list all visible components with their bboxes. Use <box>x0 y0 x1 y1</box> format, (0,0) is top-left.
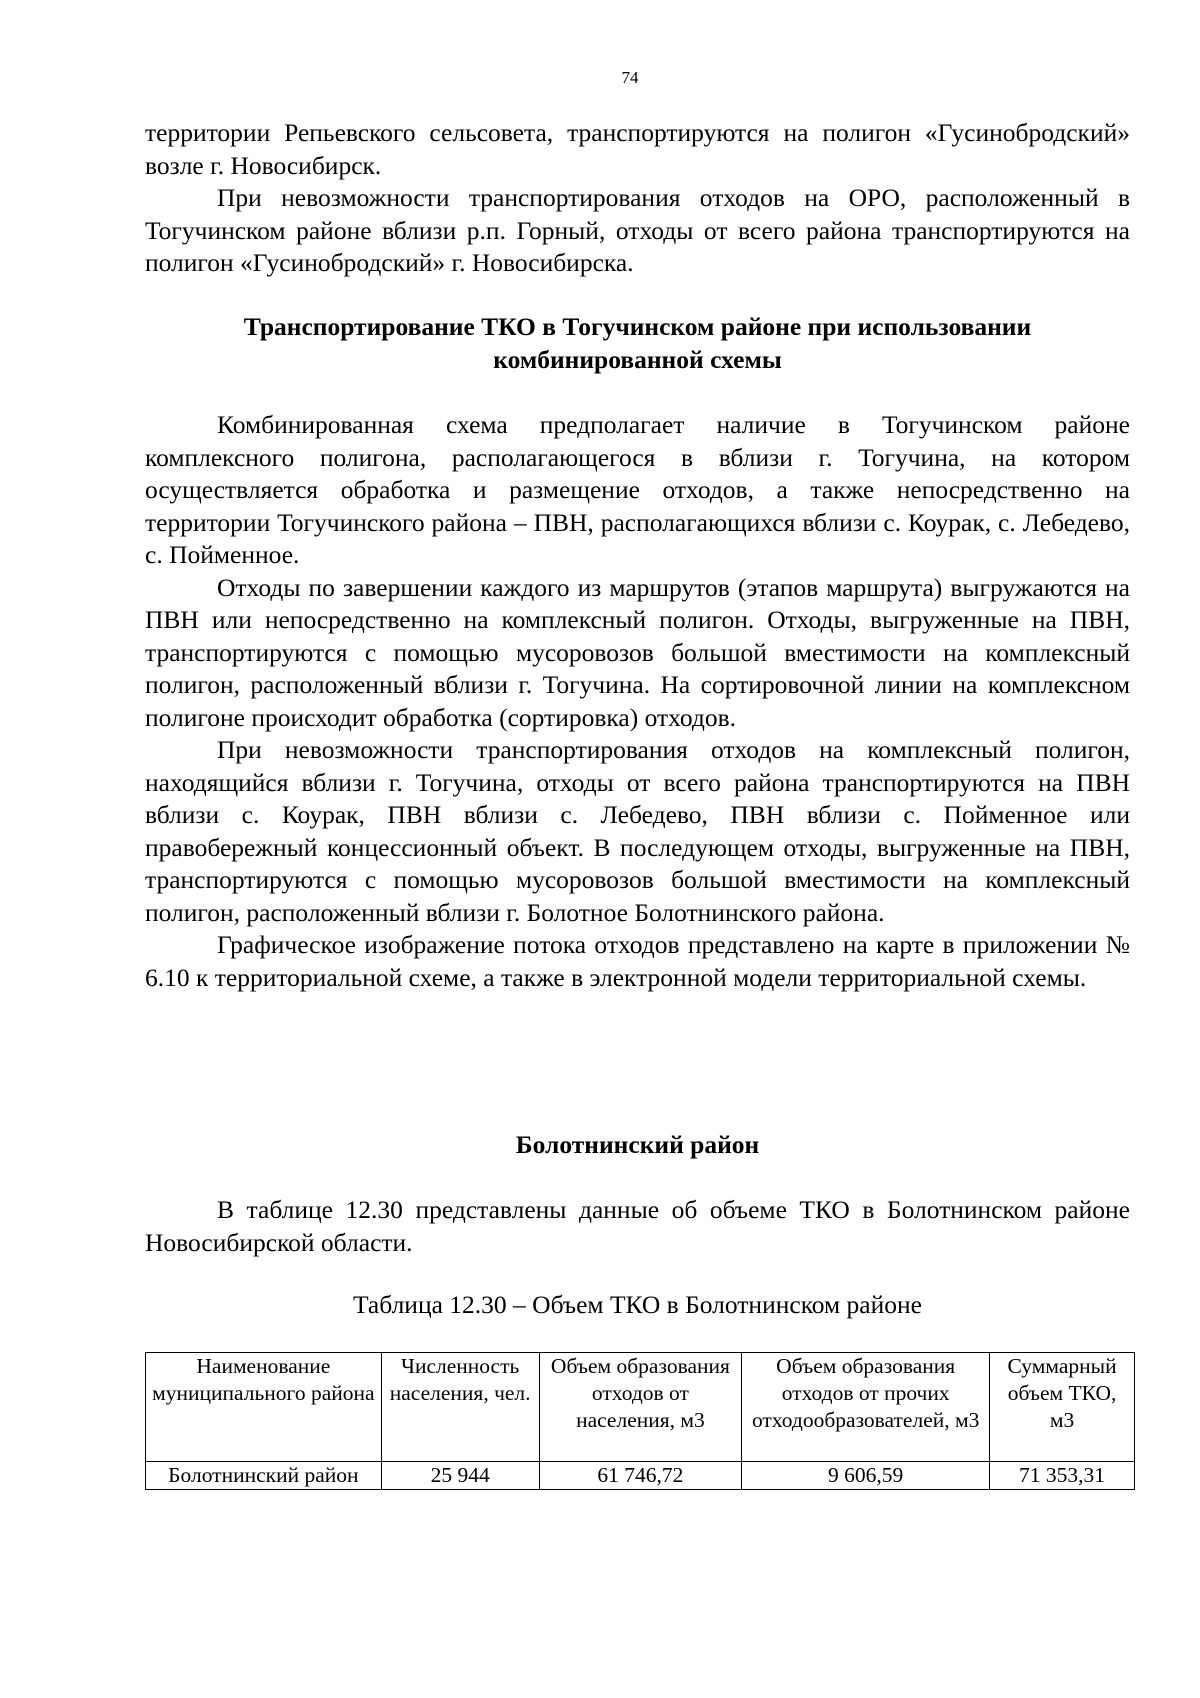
district-heading-block <box>145 1129 1130 1162</box>
paragraph: В таблице 12.30 представлены данные об объеме ТКО в Болотнинском районе Новосибирской области. <box>145 1195 1130 1257</box>
cell-volume-other: 9 606,59 <box>742 1462 990 1490</box>
table-row <box>146 1462 1135 1490</box>
cell-population: 25 944 <box>381 1462 539 1490</box>
paragraph-continued: территории Репьевского сельсовета, транспортируются на полигон «Гусинобродский» возле г. Новосибирск. <box>145 118 1130 180</box>
section-heading-block <box>145 311 1130 376</box>
header-total-volume: Суммарный объем ТКО, м3 <box>990 1353 1135 1462</box>
paragraph: При невозможности транспортирования отходов на комплексный полигон, находящийся вблизи г. Тогучина, отходы от всего района транспортируются на ПВН вблизи с. Коурак, ПВН вблизи с. Лебедево, ПВН вблизи с. Пойменное или правобережный концессионный объект. В последующем отходы, выгруженные на ПВН, транспортируются с помощью мусоровозов большой вместимости на комплексный полигон, расположенный вблизи г. Болотное Болотнинского района. <box>145 735 1130 927</box>
section-heading-line-2: комбинированной схемы <box>493 344 782 374</box>
paragraph: Графическое изображение потока отходов представлено на карте в приложении № 6.10 к территориальной схеме, а также в электронной модели территориальной схемы. <box>145 930 1130 992</box>
paragraph: Отходы по завершении каждого из маршрутов (этапов маршрута) выгружаются на ПВН или непосредственно на комплексный полигон. Отходы, выгруженные на ПВН, транспортируются с помощью мусоровозов большой вместимости на комплексный полигон, расположенный вблизи г. Тогучина. На сортировочной линии на комплексном полигоне происходит обработка (сортировка) отходов. <box>145 572 1130 732</box>
district-heading: Болотнинский район <box>515 1130 760 1159</box>
cell-volume-population: 61 746,72 <box>539 1462 742 1490</box>
body-block-3 <box>145 1194 1130 1259</box>
header-district-name: Наименование муниципального района <box>146 1353 382 1462</box>
table-header-row <box>146 1353 1135 1462</box>
page-number: 74 <box>621 68 639 87</box>
paragraph: Комбинированная схема предполагает наличие в Тогучинском районе комплексного полигона, располагающегося в вблизи г. Тогучина, на котором осуществляется обработка и размещение отходов, а также непосредственно на территории Тогучинского района – ПВН, располагающихся вблизи с. Коурак, с. Лебедево, с. Пойменное. <box>145 410 1130 569</box>
body-block-1 <box>145 117 1130 280</box>
paragraph: При невозможности транспортирования отходов на ОРО, расположенный в Тогучинском районе вблизи р.п. Горный, отходы от всего района транспортируются на полигон «Гусинобродский» г. Новосибирска. <box>145 183 1130 277</box>
header-population: Численность населения, чел. <box>381 1353 539 1462</box>
header-volume-other: Объем образования отходов от прочих отходообразователей, м3 <box>742 1353 990 1462</box>
header-volume-population: Объем образования отходов от населения, м3 <box>539 1353 742 1462</box>
body-block-2 <box>145 409 1130 994</box>
tko-volume-table <box>145 1352 1135 1490</box>
cell-district-name: Болотнинский район <box>146 1462 382 1490</box>
table-caption: Таблица 12.30 – Объем ТКО в Болотнинском районе <box>352 1290 922 1319</box>
section-heading-line-1: Транспортирование ТКО в Тогучинском районе при использовании <box>243 312 1032 341</box>
cell-total-volume: 71 353,31 <box>990 1462 1135 1490</box>
